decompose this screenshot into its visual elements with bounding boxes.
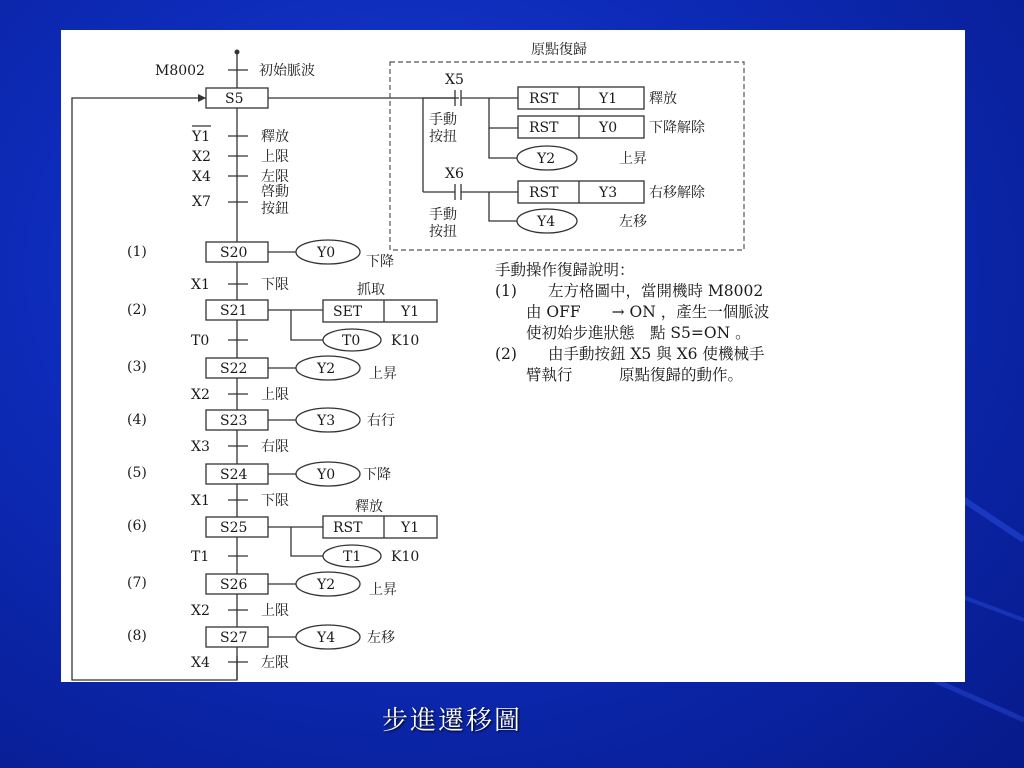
- state-label: S23: [220, 413, 248, 429]
- coil2-text: 左移: [619, 214, 647, 230]
- coil-text: 下降: [363, 467, 391, 483]
- cond-x2: X2: [192, 149, 211, 165]
- button1-label: 按扭: [429, 129, 457, 145]
- rst1-dev: Y1: [599, 91, 618, 107]
- coil-label: Y4: [317, 630, 336, 646]
- set-dev: Y1: [401, 520, 420, 536]
- rst2-cmd: RST: [529, 120, 559, 136]
- trans-text: 上限: [261, 603, 289, 619]
- step-num: (6): [127, 518, 147, 534]
- manual1-label: 手動: [429, 112, 457, 128]
- timer-label: T0: [342, 333, 361, 349]
- step-num: (8): [127, 628, 147, 644]
- trans-dev: X4: [191, 655, 210, 671]
- trans-text: 下限: [261, 493, 289, 509]
- state-label: S26: [220, 577, 248, 593]
- rst2-dev: Y0: [599, 120, 618, 136]
- state-s5-label: S5: [225, 91, 244, 107]
- trans-text: 右限: [261, 439, 289, 455]
- step-num: (2): [127, 302, 147, 318]
- state-label: S22: [220, 361, 248, 377]
- coil-text: 下降: [366, 254, 394, 270]
- init-pulse-label: 初始脈波: [259, 63, 315, 79]
- set-cmd: RST: [333, 520, 363, 536]
- x6-label: X6: [445, 166, 464, 182]
- cond-x7-text2: 按鈕: [261, 201, 289, 217]
- state-label: S24: [220, 467, 248, 483]
- coil-label: Y2: [317, 577, 336, 593]
- rst3-dev: Y3: [599, 185, 618, 201]
- rst1-cmd: RST: [529, 91, 559, 107]
- trans-dev: X1: [191, 493, 210, 509]
- step-num: (1): [127, 244, 147, 260]
- x5-label: X5: [445, 72, 464, 88]
- coil-label: Y3: [317, 413, 336, 429]
- manual2-label: 手動: [429, 207, 457, 223]
- coil1-dev: Y2: [537, 151, 556, 167]
- step-num: (5): [127, 465, 147, 481]
- cond-x4: X4: [192, 169, 211, 185]
- timer-k: K10: [391, 549, 420, 565]
- rst3-text: 右移解除: [649, 185, 705, 201]
- trans-dev: X2: [191, 387, 210, 403]
- cond-x7: X7: [192, 194, 211, 210]
- coil1-text: 上昇: [619, 151, 647, 167]
- set-group-label: 釋放: [355, 499, 383, 515]
- state-label: S25: [220, 520, 248, 536]
- cond-y1bar-text: 釋放: [261, 129, 289, 145]
- timer-label: T1: [343, 549, 362, 565]
- state-label: S21: [220, 303, 248, 319]
- description-line: (1) 左方格圖中，當開機時 M8002: [495, 282, 764, 300]
- description-line: 由 OFF → ON ，產生一個脈波: [495, 303, 770, 321]
- description-line: 使初始步進狀態 點 S5=ON 。: [495, 324, 751, 342]
- button2-label: 按扭: [429, 224, 457, 240]
- coil-text: 上昇: [369, 366, 397, 382]
- description-line: (2) 由手動按鈕 X5 與 X6 使機械手: [495, 345, 765, 363]
- coil-label: Y0: [317, 467, 336, 483]
- cond-x7-text1: 啓動: [261, 184, 289, 200]
- coil-text: 右行: [367, 413, 395, 429]
- trans-dev: X1: [191, 277, 210, 293]
- rst3-cmd: RST: [529, 185, 559, 201]
- cond-x2-text: 上限: [261, 149, 289, 165]
- coil-text: 左移: [367, 630, 395, 646]
- timer-k: K10: [391, 333, 420, 349]
- trans-text: 下限: [261, 277, 289, 293]
- trans-text: 上限: [261, 387, 289, 403]
- rst1-text: 釋放: [649, 91, 677, 107]
- rst2-text: 下降解除: [649, 120, 705, 136]
- slide-caption: 步進遷移圖: [381, 706, 522, 736]
- step-num: (7): [127, 575, 147, 591]
- state-label: S27: [220, 630, 248, 646]
- cond-x4-text: 左限: [261, 169, 289, 185]
- trans-dev: X3: [191, 439, 210, 455]
- home-return-title: 原點復歸: [531, 42, 587, 58]
- trans-dev: X2: [191, 603, 210, 619]
- trans-dev: T1: [191, 549, 210, 565]
- coil-label: Y0: [317, 245, 336, 261]
- m8002-label: M8002: [155, 63, 205, 79]
- step-num: (3): [127, 359, 147, 375]
- coil2-dev: Y4: [537, 214, 556, 230]
- manual-reset-description: [495, 260, 955, 386]
- diagram-panel: [61, 30, 965, 682]
- trans-dev: T0: [191, 333, 210, 349]
- description-line: 臂執行 原點復歸的動作。: [495, 366, 744, 384]
- step-num: (4): [127, 412, 147, 428]
- set-group-label: 抓取: [357, 282, 385, 298]
- set-cmd: SET: [333, 304, 363, 320]
- coil-text: 上昇: [369, 582, 397, 598]
- trans-text: 左限: [261, 655, 289, 671]
- coil-label: Y2: [317, 361, 336, 377]
- cond-y1bar: Y1: [192, 129, 211, 145]
- description-title: 手動操作復歸說明：: [495, 261, 635, 279]
- state-label: S20: [220, 245, 248, 261]
- set-dev: Y1: [401, 304, 420, 320]
